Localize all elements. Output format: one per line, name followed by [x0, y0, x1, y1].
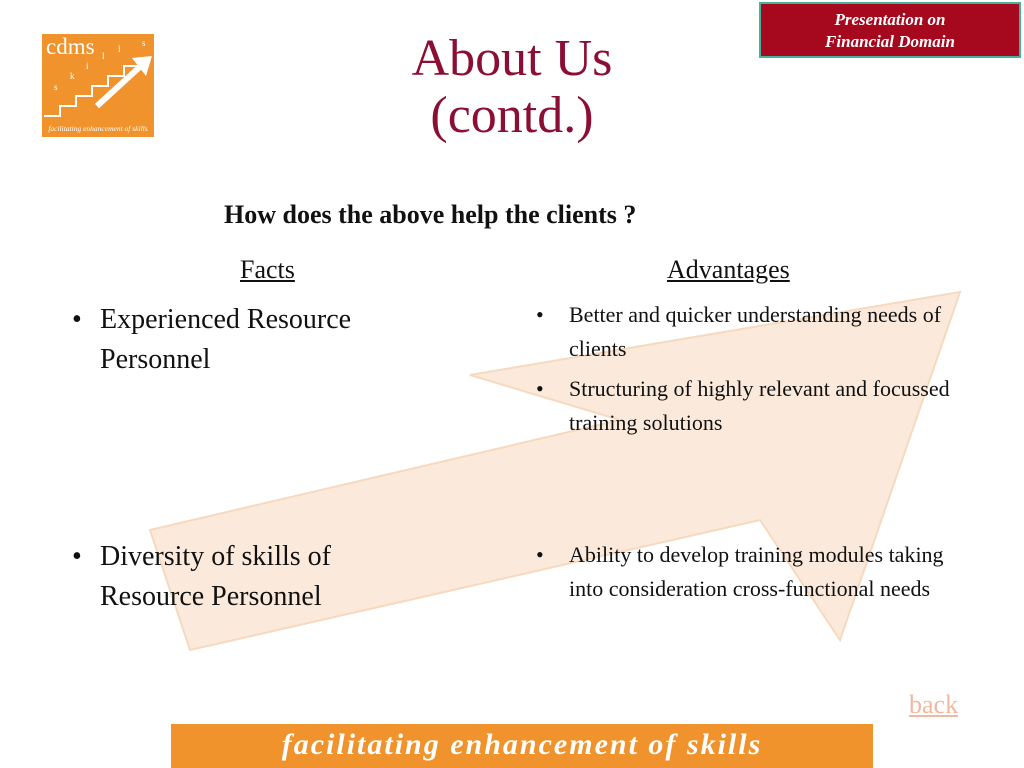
logo-tagline: facilitating enhancement of skills — [48, 124, 148, 133]
facts-list-1 — [60, 300, 430, 380]
footer-banner — [171, 724, 873, 768]
company-logo: cdms s k i l l s facilitating enhancement of skills — [42, 34, 154, 137]
badge-line-2: Financial Domain — [825, 32, 955, 51]
presentation-badge — [759, 2, 1021, 58]
advantages-list-1 — [531, 298, 969, 446]
fact-item: • Experienced Resource Personnel — [60, 300, 430, 380]
advantages-heading: Advantages — [667, 255, 790, 284]
badge-line-1: Presentation on — [834, 10, 946, 29]
advantage-item: • Structuring of highly relevant and focussed training solutions — [531, 372, 969, 440]
advantage-item: • Better and quicker understanding needs of clients — [531, 298, 969, 366]
fact-item: • Diversity of skills of Resource Personnel — [60, 537, 430, 617]
title-line-1: About Us — [411, 30, 613, 87]
back-link[interactable]: back — [909, 690, 959, 719]
footer-tagline: facilitating enhancement of skills — [281, 728, 763, 761]
facts-heading: Facts — [240, 255, 295, 284]
advantage-item: • Ability to develop training modules taking into consideration cross-functional needs — [531, 538, 969, 606]
advantages-list-2 — [531, 538, 969, 612]
title-line-2: (contd.) — [430, 87, 594, 144]
logo-wordmark: cdms — [46, 34, 95, 59]
facts-list-2 — [60, 537, 430, 617]
slide-subtitle: How does the above help the clients ? — [224, 200, 637, 229]
slide-title — [330, 30, 694, 144]
